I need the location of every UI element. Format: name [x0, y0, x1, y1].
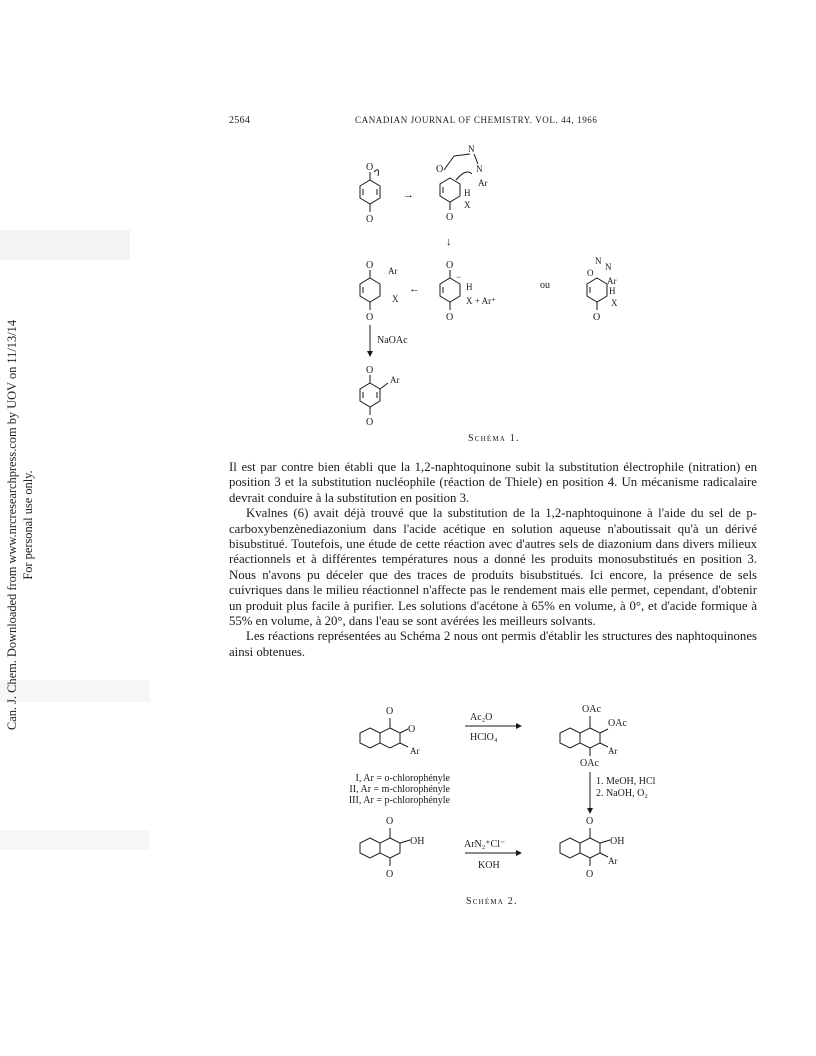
body-text: [229, 460, 757, 660]
page-number: 2564: [229, 115, 251, 126]
reagent-hclo4: HClO₄: [470, 732, 498, 743]
intermediate-structure: [436, 144, 488, 223]
paragraph: Les réactions représentées au Schéma 2 nous ont permis d'établir les structures des naphtoquinones ainsi obtenues.: [229, 629, 757, 659]
svg-text:Ar: Ar: [608, 746, 618, 756]
compound-legend: [300, 773, 450, 806]
svg-text:X: X: [611, 298, 618, 308]
arrow-left: ←: [409, 283, 420, 295]
svg-text:H: H: [466, 282, 473, 292]
naphthoquinone-structure: [360, 706, 420, 756]
svg-text:Ar: Ar: [607, 276, 617, 286]
svg-text:OAc: OAc: [582, 704, 601, 715]
arrow-down: ↓: [446, 236, 452, 248]
svg-text:Ar: Ar: [608, 856, 618, 866]
svg-text:O: O: [366, 365, 374, 376]
svg-text:X + Ar⁺: X + Ar⁺: [466, 296, 496, 306]
benzoquinone-structure: [360, 162, 380, 225]
svg-text:X: X: [464, 200, 471, 210]
reagent-koh: KOH: [478, 860, 500, 871]
aryl-hydroxynaphthoquinone-structure: [560, 816, 624, 880]
svg-text:O: O: [386, 869, 394, 880]
svg-text:O: O: [593, 312, 601, 323]
download-notice-line: Can. J. Chem. Downloaded from www.nrcresearchpress.com by UOV on 11/13/14: [5, 319, 19, 731]
svg-text:O: O: [366, 417, 374, 428]
svg-text:Ar: Ar: [410, 746, 420, 756]
svg-text:O: O: [386, 706, 394, 717]
reagent-naoh: 2. NaOH, O₂: [596, 788, 648, 799]
svg-text:O: O: [366, 162, 374, 173]
svg-text:O: O: [446, 312, 454, 323]
svg-text:H: H: [464, 188, 471, 198]
hydroxynaphthoquinone-structure: [360, 816, 424, 880]
sigma-complex-structure: [440, 260, 496, 323]
svg-text:Ar: Ar: [478, 178, 488, 188]
journal-running-head: CANADIAN JOURNAL OF CHEMISTRY. VOL. 44, 1966: [355, 115, 598, 125]
svg-text:O: O: [366, 312, 374, 323]
svg-text:OH: OH: [610, 836, 625, 847]
reagent-arn2cl: ArN₂⁺Cl⁻: [464, 839, 506, 850]
svg-text:N: N: [595, 256, 602, 266]
svg-text:OAc: OAc: [608, 718, 627, 729]
svg-text:O: O: [446, 212, 454, 223]
svg-text:−: −: [456, 272, 462, 282]
scheme-2-caption: Schéma 2.: [466, 896, 518, 907]
svg-text:Ar: Ar: [390, 375, 400, 385]
download-notice: [4, 300, 48, 750]
svg-text:N: N: [476, 164, 483, 174]
scheme-1: [325, 140, 645, 440]
svg-text:O: O: [436, 164, 444, 175]
svg-text:N: N: [605, 262, 612, 272]
ou-label: ou: [540, 280, 550, 291]
svg-text:O: O: [366, 260, 374, 271]
legend-item: II, Ar = m-chlorophényle: [349, 784, 450, 795]
paragraph: Il est par contre bien établi que la 1,2-naphtoquinone subit la substitution électrophile (nitration) en position 3 et la substitution nucléophile (réaction de Thiele) en position 4. Un mécanisme radicalaire devrait conduire à la substitution en position 3.: [229, 460, 757, 505]
arrow-right: →: [403, 189, 414, 201]
svg-text:O: O: [386, 816, 394, 827]
svg-text:Ar: Ar: [388, 266, 398, 276]
paragraph: Kvalnes (6) avait déjà trouvé que la substitution de la 1,2-naphtoquinone à l'aide du sel de p-carboxybenzènediazonium dans l'acide acétique en solution aqueuse n'aboutissait qu'à un dérivé bisubstitué. Toutefois, une étude de cette réaction avec d'autres sels de diazonium dans divers milieux réactionnels et à différentes températures nous a donné les produits monosubstitués en position 3. Nous n'avons pu déceler que des traces de produits bisubstitués. Ici encore, la présence de sels cuivriques dans le milieu réactionnel n'affecte pas le rendement mais elle permet, cependant, d'obtenir un produit plus facile à purifier. Les solutions d'acétone à 65% en volume, à 0°, et d'acide formique à 55% en volume, à 20°, dans l'eau se sont avérées les meilleurs solvants.: [229, 506, 757, 629]
svg-text:OH: OH: [410, 836, 425, 847]
svg-text:H: H: [609, 286, 616, 296]
personal-use-line: For personal use only.: [21, 470, 35, 580]
svg-text:O: O: [586, 869, 594, 880]
naoac-label: NaOAc: [377, 335, 408, 346]
scan-noise: [0, 830, 150, 850]
triacetate-structure: [560, 704, 627, 769]
svg-text:X: X: [392, 294, 399, 304]
product-structure: [360, 260, 399, 323]
svg-text:O: O: [587, 268, 594, 278]
svg-text:O: O: [446, 260, 454, 271]
svg-text:O: O: [586, 816, 594, 827]
final-product-structure: [360, 365, 400, 428]
svg-text:N: N: [468, 144, 475, 154]
legend-item: III, Ar = p-chlorophényle: [348, 795, 450, 806]
cyclic-intermediate-structure: [587, 256, 618, 323]
legend-item: I, Ar = o-chlorophényle: [355, 773, 450, 784]
svg-text:OAc: OAc: [580, 758, 599, 769]
scan-noise: [0, 230, 130, 260]
scheme-1-caption: Schéma 1.: [468, 433, 520, 444]
svg-text:O: O: [408, 724, 416, 735]
reagent-meoh: 1. MeOH, HCl: [596, 776, 656, 787]
svg-text:O: O: [366, 214, 374, 225]
reagent-ac2o: Ac₂O: [470, 712, 493, 723]
